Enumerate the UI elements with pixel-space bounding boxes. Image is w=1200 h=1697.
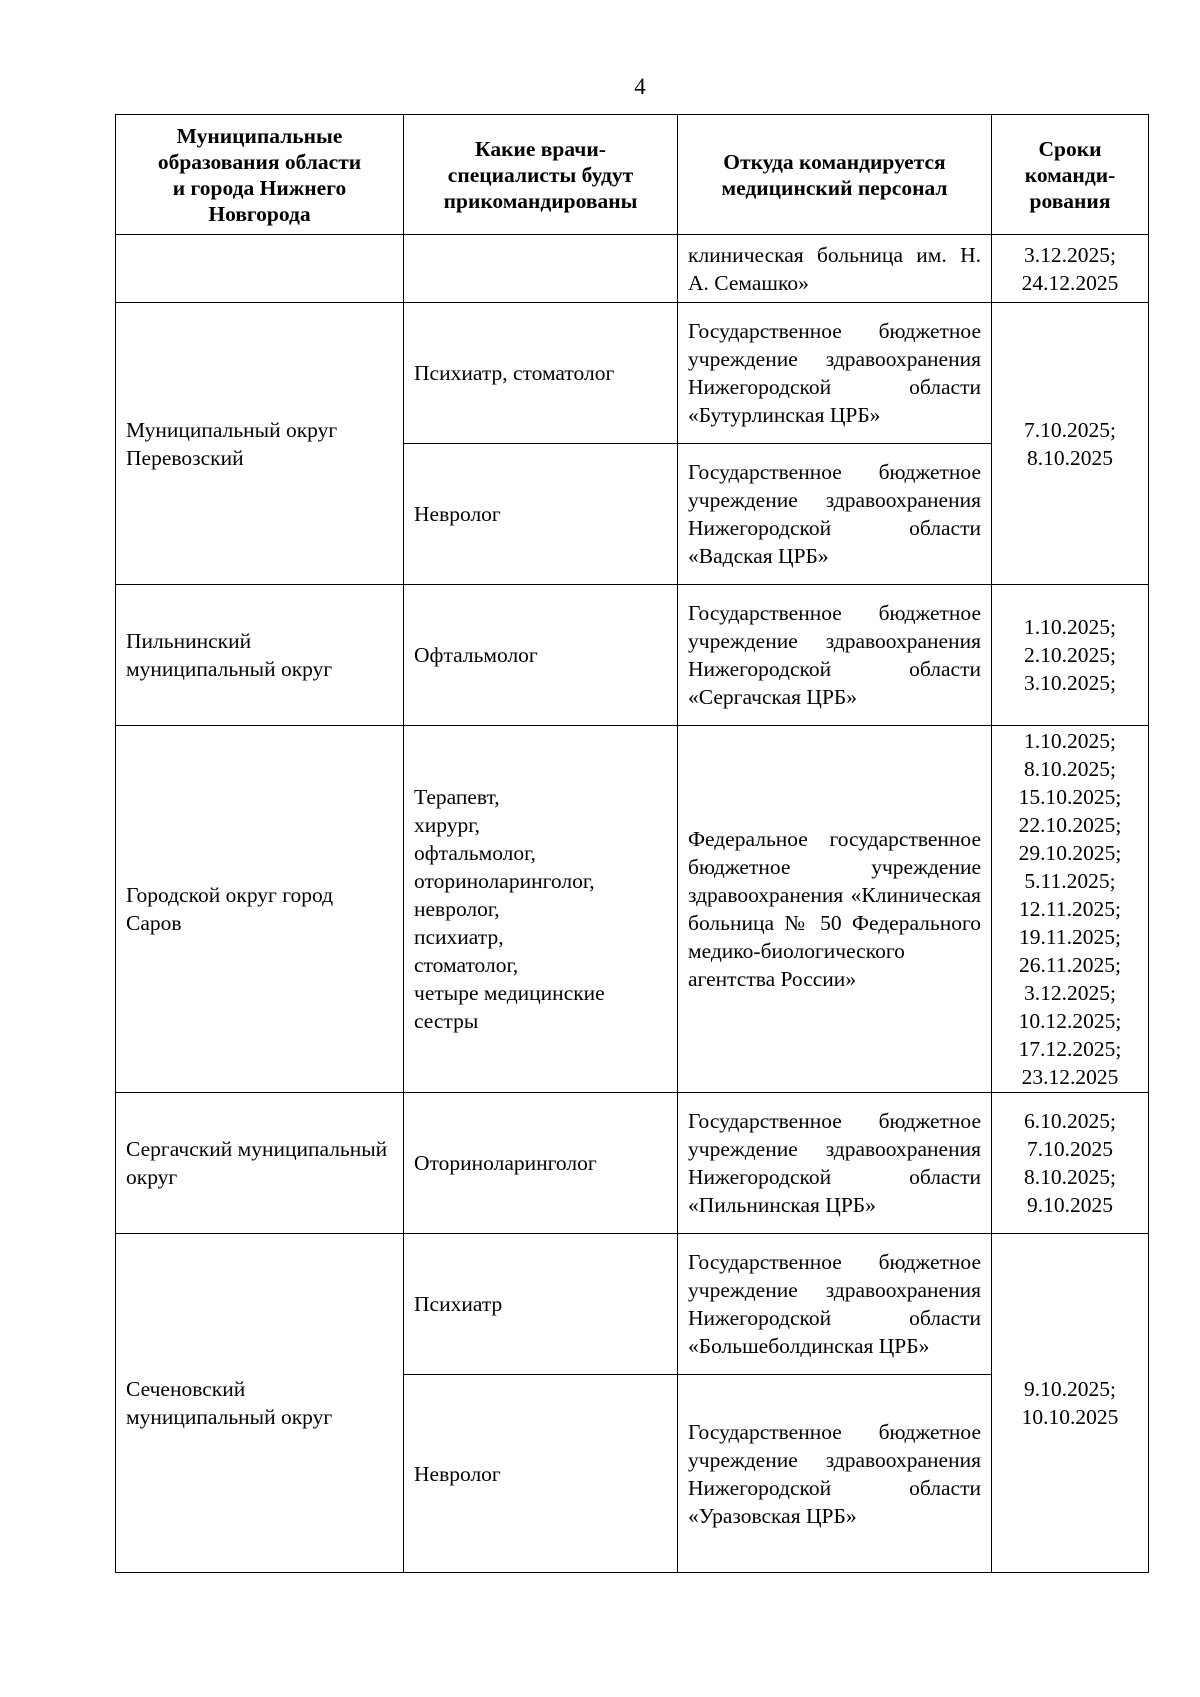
specialist-cell: Психиатр <box>404 1234 678 1375</box>
source-cell: Государственное бюджетное учреждение здравоохранения Нижегородской области «Пильнинская ЦРБ» <box>678 1093 992 1234</box>
dates-cell: 1.10.2025; 2.10.2025; 3.10.2025; <box>992 585 1149 726</box>
specialist-cell: Терапевт, хирург, офтальмолог, оториноларинголог, невролог, психиатр, стоматолог, четыре медицинские сестры <box>404 726 678 1093</box>
table-row <box>116 1093 1149 1234</box>
source-cell: клиническая больница им. Н. А. Семашко» <box>678 235 992 303</box>
dates-cell: 9.10.2025; 10.10.2025 <box>992 1234 1149 1573</box>
dates-cell: 6.10.2025; 7.10.2025 8.10.2025; 9.10.2025 <box>992 1093 1149 1234</box>
specialist-cell: Невролог <box>404 1375 678 1573</box>
dates-cell: 7.10.2025; 8.10.2025 <box>992 303 1149 585</box>
source-cell: Государственное бюджетное учреждение здравоохранения Нижегородской области «Вадская ЦРБ» <box>678 444 992 585</box>
municipality-cell: Городской округ город Саров <box>116 726 404 1093</box>
header-dates: Сроки команди- рования <box>992 115 1149 235</box>
header-source: Откуда командируется медицинский персонал <box>678 115 992 235</box>
municipality-cell <box>116 235 404 303</box>
table-row <box>116 726 1149 1093</box>
source-cell: Государственное бюджетное учреждение здравоохранения Нижегородской области «Уразовская ЦРБ» <box>678 1375 992 1573</box>
dates-cell: 3.12.2025; 24.12.2025 <box>992 235 1149 303</box>
table-row <box>116 303 1149 444</box>
municipality-cell: Сеченовский муниципальный округ <box>116 1234 404 1573</box>
specialist-cell: Невролог <box>404 444 678 585</box>
municipality-cell: Муниципальный округ Перевозский <box>116 303 404 585</box>
table-row <box>116 1234 1149 1375</box>
municipality-cell: Пильнинский муниципальный округ <box>116 585 404 726</box>
dates-cell: 1.10.2025; 8.10.2025; 15.10.2025; 22.10.2025; 29.10.2025; 5.11.2025; 12.11.2025; 19.11.2025; 26.11.2025; 3.12.2025; 10.12.2025; 17.12.2025; 23.12.2025 <box>992 726 1149 1093</box>
specialist-cell: Оториноларинголог <box>404 1093 678 1234</box>
table-row <box>116 585 1149 726</box>
source-cell: Государственное бюджетное учреждение здравоохранения Нижегородской области «Бутурлинская ЦРБ» <box>678 303 992 444</box>
municipality-cell: Сергачский муниципальный округ <box>116 1093 404 1234</box>
specialist-cell: Офтальмолог <box>404 585 678 726</box>
header-specialists: Какие врачи- специалисты будут прикомандированы <box>404 115 678 235</box>
page-number: 4 <box>634 74 646 99</box>
table-row <box>116 235 1149 303</box>
source-cell: Государственное бюджетное учреждение здравоохранения Нижегородской области «Сергачская ЦРБ» <box>678 585 992 726</box>
table-header-row <box>116 115 1149 235</box>
source-cell: Государственное бюджетное учреждение здравоохранения Нижегородской области «Большеболдинская ЦРБ» <box>678 1234 992 1375</box>
source-cell: Федеральное государственное бюджетное учреждение здравоохранения «Клиническая больница № 50 Федерального медико-биологического агентства России» <box>678 726 992 1093</box>
specialist-cell <box>404 235 678 303</box>
assignment-table <box>115 114 1149 1573</box>
specialist-cell: Психиатр, стоматолог <box>404 303 678 444</box>
header-municipality: Муниципальные образования области и города Нижнего Новгорода <box>116 115 404 235</box>
